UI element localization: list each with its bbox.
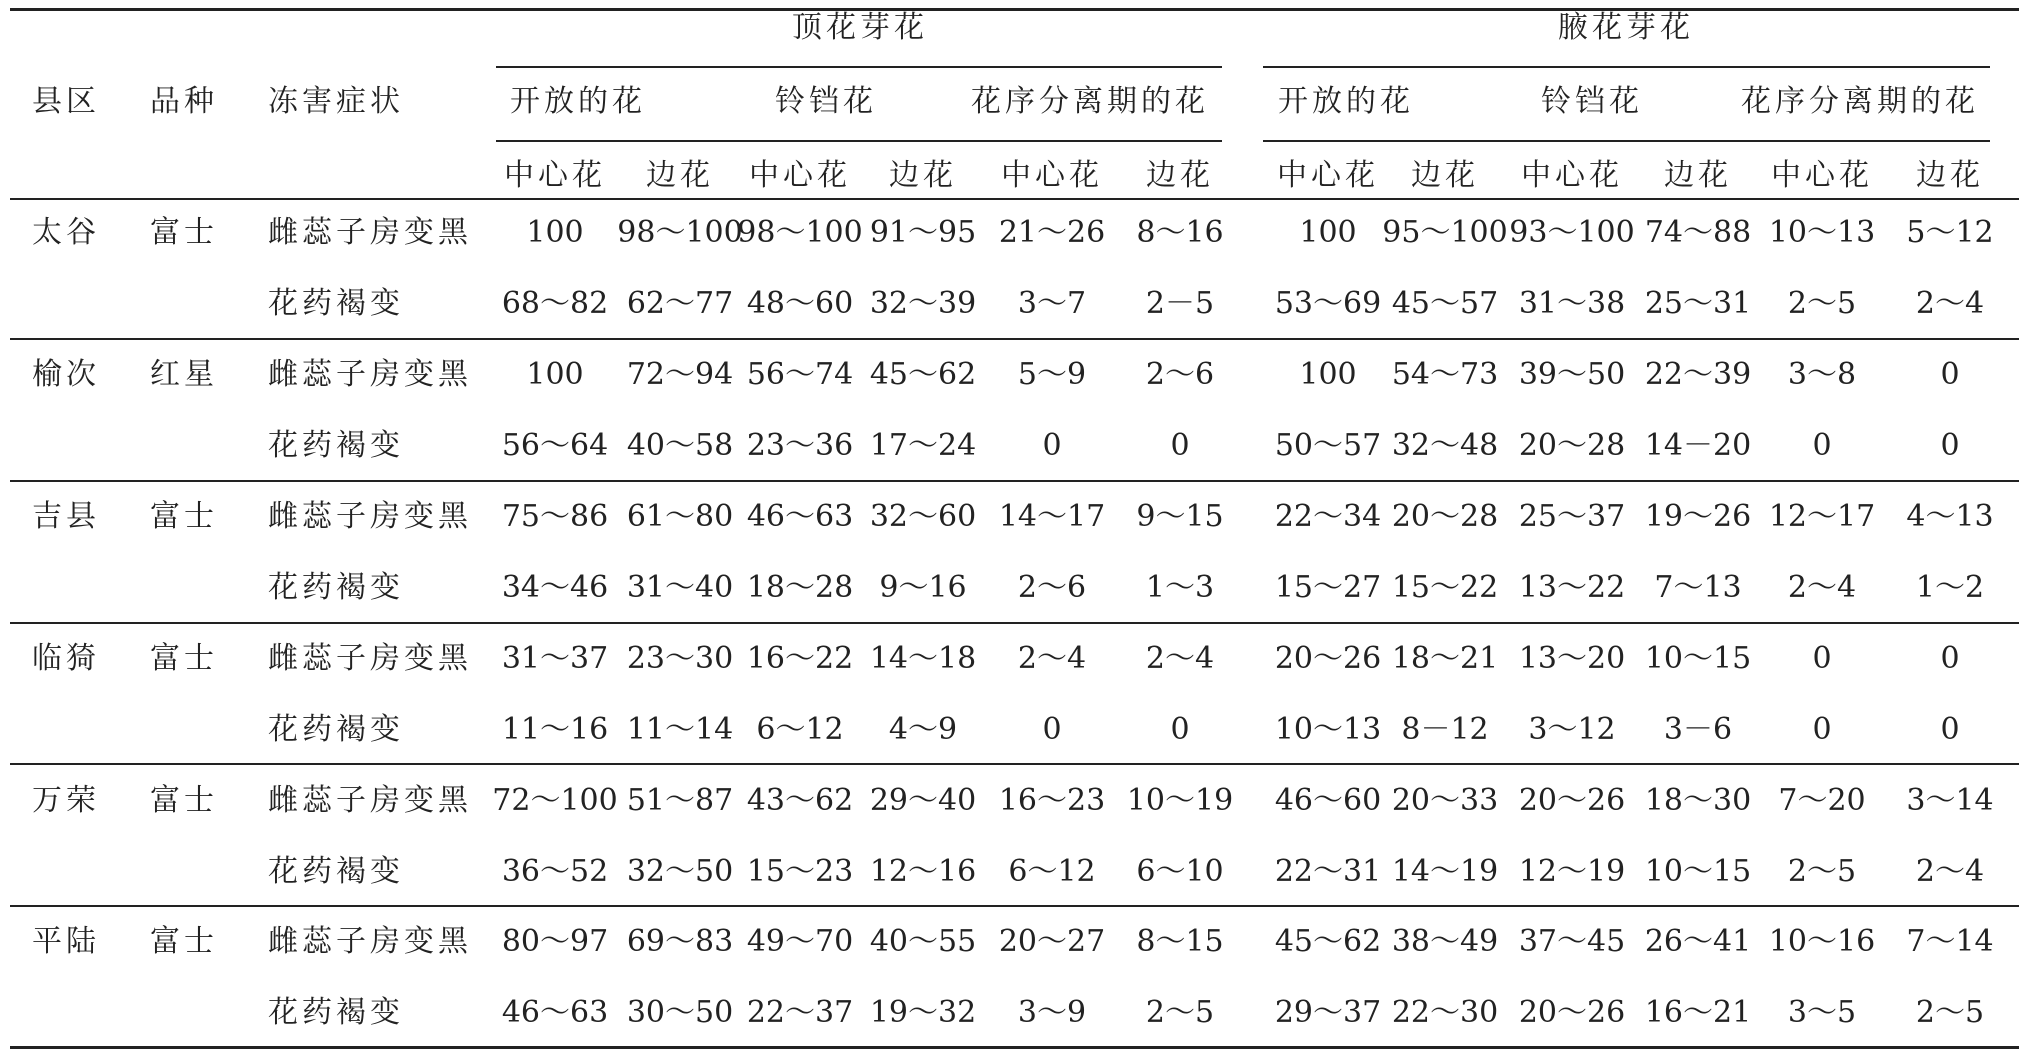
header-terminal-group: 顶花芽花 bbox=[792, 10, 928, 45]
value-cell: 56～64 bbox=[501, 428, 609, 463]
value-cell: 43～62 bbox=[746, 783, 854, 818]
value-cell: 3～14 bbox=[1906, 783, 1994, 818]
value-cell: 16～22 bbox=[746, 641, 854, 676]
value-cell: 22～34 bbox=[1274, 499, 1382, 534]
value-cell: 72～100 bbox=[492, 783, 618, 818]
value-cell: 0 bbox=[1170, 712, 1190, 747]
value-cell: 20～28 bbox=[1391, 499, 1499, 534]
value-cell: 9～16 bbox=[879, 570, 967, 605]
row-group-rule bbox=[10, 905, 2019, 907]
value-cell: 2～5 bbox=[1787, 286, 1857, 321]
value-cell: 0 bbox=[1940, 357, 1960, 392]
value-cell: 9～15 bbox=[1136, 499, 1224, 534]
value-cell: 23～36 bbox=[746, 428, 854, 463]
value-cell: 45～57 bbox=[1391, 286, 1499, 321]
value-cell: 3～8 bbox=[1787, 357, 1857, 392]
value-cell: 31～37 bbox=[501, 641, 609, 676]
value-cell: 39～50 bbox=[1518, 357, 1626, 392]
value-cell: 10～13 bbox=[1274, 712, 1382, 747]
header-sub-side: 边花 bbox=[889, 158, 957, 193]
value-cell: 20～26 bbox=[1518, 783, 1626, 818]
value-cell: 100 bbox=[526, 215, 584, 250]
header-sub-center: 中心花 bbox=[504, 158, 606, 193]
header-variety: 品种 bbox=[150, 84, 218, 119]
value-cell: 53～69 bbox=[1274, 286, 1382, 321]
value-cell: 62～77 bbox=[626, 286, 734, 321]
value-cell: 2－5 bbox=[1145, 286, 1215, 321]
header-sub-side: 边花 bbox=[646, 158, 714, 193]
value-cell: 14～18 bbox=[869, 641, 977, 676]
header-stage-bell: 铃铛花 bbox=[775, 84, 877, 119]
symptom-cell: 雌蕊子房变黑 bbox=[268, 215, 472, 250]
value-cell: 25～31 bbox=[1644, 286, 1752, 321]
value-cell: 0 bbox=[1170, 428, 1190, 463]
value-cell: 19～32 bbox=[869, 995, 977, 1030]
value-cell: 37～45 bbox=[1518, 924, 1626, 959]
axillary-group-rule bbox=[1263, 66, 1990, 68]
value-cell: 15～27 bbox=[1274, 570, 1382, 605]
value-cell: 2～4 bbox=[1915, 854, 1985, 889]
terminal-stage-rule bbox=[496, 140, 1222, 142]
value-cell: 80～97 bbox=[501, 924, 609, 959]
value-cell: 0 bbox=[1812, 641, 1832, 676]
value-cell: 6～12 bbox=[1008, 854, 1096, 889]
value-cell: 34～46 bbox=[501, 570, 609, 605]
value-cell: 20～28 bbox=[1518, 428, 1626, 463]
value-cell: 18～30 bbox=[1644, 783, 1752, 818]
value-cell: 100 bbox=[526, 357, 584, 392]
value-cell: 32～50 bbox=[626, 854, 734, 889]
value-cell: 18～28 bbox=[746, 570, 854, 605]
value-cell: 2～5 bbox=[1145, 995, 1215, 1030]
value-cell: 32～48 bbox=[1391, 428, 1499, 463]
value-cell: 22～39 bbox=[1644, 357, 1752, 392]
value-cell: 13～20 bbox=[1518, 641, 1626, 676]
value-cell: 22～37 bbox=[746, 995, 854, 1030]
value-cell: 68～82 bbox=[501, 286, 609, 321]
value-cell: 0 bbox=[1042, 428, 1062, 463]
value-cell: 69～83 bbox=[626, 924, 734, 959]
symptom-cell: 雌蕊子房变黑 bbox=[268, 357, 472, 392]
value-cell: 3～5 bbox=[1787, 995, 1857, 1030]
value-cell: 20～26 bbox=[1518, 995, 1626, 1030]
value-cell: 31～38 bbox=[1518, 286, 1626, 321]
value-cell: 46～63 bbox=[746, 499, 854, 534]
terminal-group-rule bbox=[496, 66, 1222, 68]
county-cell: 太谷 bbox=[32, 215, 100, 250]
value-cell: 10～13 bbox=[1768, 215, 1876, 250]
county-cell: 吉县 bbox=[32, 499, 100, 534]
header-sub-side: 边花 bbox=[1916, 158, 1984, 193]
value-cell: 45～62 bbox=[869, 357, 977, 392]
value-cell: 5～12 bbox=[1906, 215, 1994, 250]
symptom-cell: 花药褐变 bbox=[268, 854, 404, 889]
header-sub-side: 边花 bbox=[1146, 158, 1214, 193]
value-cell: 26～41 bbox=[1644, 924, 1752, 959]
axillary-stage-rule bbox=[1263, 140, 1990, 142]
value-cell: 4～13 bbox=[1906, 499, 1994, 534]
symptom-cell: 花药褐变 bbox=[268, 995, 404, 1030]
value-cell: 50～57 bbox=[1274, 428, 1382, 463]
header-county: 县区 bbox=[32, 84, 100, 119]
value-cell: 93～100 bbox=[1509, 215, 1635, 250]
value-cell: 2～6 bbox=[1017, 570, 1087, 605]
value-cell: 20～26 bbox=[1274, 641, 1382, 676]
value-cell: 6～10 bbox=[1136, 854, 1224, 889]
value-cell: 6～12 bbox=[756, 712, 844, 747]
value-cell: 10～16 bbox=[1768, 924, 1876, 959]
value-cell: 32～60 bbox=[869, 499, 977, 534]
row-group-rule bbox=[10, 480, 2019, 482]
value-cell: 5～9 bbox=[1017, 357, 1087, 392]
row-group-rule bbox=[10, 622, 2019, 624]
value-cell: 16～21 bbox=[1644, 995, 1752, 1030]
value-cell: 0 bbox=[1940, 641, 1960, 676]
table-top-rule bbox=[10, 8, 2019, 11]
row-group-rule bbox=[10, 763, 2019, 765]
header-sub-side: 边花 bbox=[1664, 158, 1732, 193]
value-cell: 8～16 bbox=[1136, 215, 1224, 250]
value-cell: 100 bbox=[1299, 357, 1357, 392]
value-cell: 100 bbox=[1299, 215, 1357, 250]
county-cell: 万荣 bbox=[32, 783, 100, 818]
value-cell: 20～27 bbox=[998, 924, 1106, 959]
value-cell: 16～23 bbox=[998, 783, 1106, 818]
value-cell: 72～94 bbox=[626, 357, 734, 392]
value-cell: 0 bbox=[1940, 428, 1960, 463]
value-cell: 45～62 bbox=[1274, 924, 1382, 959]
value-cell: 29～37 bbox=[1274, 995, 1382, 1030]
value-cell: 15～23 bbox=[746, 854, 854, 889]
value-cell: 2～5 bbox=[1787, 854, 1857, 889]
symptom-cell: 花药褐变 bbox=[268, 570, 404, 605]
value-cell: 13～22 bbox=[1518, 570, 1626, 605]
value-cell: 14～19 bbox=[1391, 854, 1499, 889]
value-cell: 4～9 bbox=[888, 712, 958, 747]
symptom-cell: 雌蕊子房变黑 bbox=[268, 641, 472, 676]
header-bottom-rule bbox=[10, 198, 2019, 200]
variety-cell: 富士 bbox=[150, 499, 218, 534]
value-cell: 0 bbox=[1940, 712, 1960, 747]
value-cell: 8－12 bbox=[1401, 712, 1489, 747]
value-cell: 3－6 bbox=[1663, 712, 1733, 747]
value-cell: 8～15 bbox=[1136, 924, 1224, 959]
header-stage-separation: 花序分离期的花 bbox=[971, 84, 1209, 119]
value-cell: 12～16 bbox=[869, 854, 977, 889]
value-cell: 36～52 bbox=[501, 854, 609, 889]
value-cell: 20～33 bbox=[1391, 783, 1499, 818]
symptom-cell: 花药褐变 bbox=[268, 286, 404, 321]
header-sub-center: 中心花 bbox=[749, 158, 851, 193]
value-cell: 7～20 bbox=[1778, 783, 1866, 818]
value-cell: 1～3 bbox=[1145, 570, 1215, 605]
header-stage-bell: 铃铛花 bbox=[1541, 84, 1643, 119]
county-cell: 临猗 bbox=[32, 641, 100, 676]
value-cell: 75～86 bbox=[501, 499, 609, 534]
value-cell: 2～4 bbox=[1787, 570, 1857, 605]
header-stage-open: 开放的花 bbox=[1278, 84, 1414, 119]
header-sub-center: 中心花 bbox=[1277, 158, 1379, 193]
value-cell: 23～30 bbox=[626, 641, 734, 676]
value-cell: 0 bbox=[1042, 712, 1062, 747]
value-cell: 91～95 bbox=[869, 215, 977, 250]
value-cell: 32～39 bbox=[869, 286, 977, 321]
value-cell: 11～14 bbox=[626, 712, 734, 747]
value-cell: 56～74 bbox=[746, 357, 854, 392]
county-cell: 平陆 bbox=[32, 924, 100, 959]
value-cell: 1～2 bbox=[1915, 570, 1985, 605]
value-cell: 14－20 bbox=[1644, 428, 1752, 463]
value-cell: 3～12 bbox=[1528, 712, 1616, 747]
table-bottom-rule bbox=[10, 1046, 2019, 1049]
value-cell: 98～100 bbox=[617, 215, 743, 250]
header-stage-separation: 花序分离期的花 bbox=[1741, 84, 1979, 119]
value-cell: 98～100 bbox=[737, 215, 863, 250]
symptom-cell: 花药褐变 bbox=[268, 428, 404, 463]
header-sub-center: 中心花 bbox=[1771, 158, 1873, 193]
value-cell: 29～40 bbox=[869, 783, 977, 818]
value-cell: 12～17 bbox=[1768, 499, 1876, 534]
value-cell: 25～37 bbox=[1518, 499, 1626, 534]
symptom-cell: 雌蕊子房变黑 bbox=[268, 924, 472, 959]
value-cell: 7～13 bbox=[1654, 570, 1742, 605]
value-cell: 49～70 bbox=[746, 924, 854, 959]
header-sub-center: 中心花 bbox=[1001, 158, 1103, 193]
value-cell: 95～100 bbox=[1382, 215, 1508, 250]
value-cell: 3～9 bbox=[1017, 995, 1087, 1030]
county-cell: 榆次 bbox=[32, 357, 100, 392]
value-cell: 48～60 bbox=[746, 286, 854, 321]
symptom-cell: 雌蕊子房变黑 bbox=[268, 499, 472, 534]
value-cell: 46～60 bbox=[1274, 783, 1382, 818]
variety-cell: 红星 bbox=[150, 357, 218, 392]
value-cell: 54～73 bbox=[1391, 357, 1499, 392]
value-cell: 10～15 bbox=[1644, 854, 1752, 889]
value-cell: 31～40 bbox=[626, 570, 734, 605]
row-group-rule bbox=[10, 338, 2019, 340]
value-cell: 0 bbox=[1812, 428, 1832, 463]
value-cell: 22～31 bbox=[1274, 854, 1382, 889]
value-cell: 74～88 bbox=[1644, 215, 1752, 250]
value-cell: 2～4 bbox=[1017, 641, 1087, 676]
symptom-cell: 花药褐变 bbox=[268, 712, 404, 747]
value-cell: 2～4 bbox=[1915, 286, 1985, 321]
value-cell: 46～63 bbox=[501, 995, 609, 1030]
value-cell: 38～49 bbox=[1391, 924, 1499, 959]
value-cell: 10～19 bbox=[1126, 783, 1234, 818]
value-cell: 10～15 bbox=[1644, 641, 1752, 676]
header-symptom: 冻害症状 bbox=[268, 84, 404, 119]
value-cell: 0 bbox=[1812, 712, 1832, 747]
header-stage-open: 开放的花 bbox=[510, 84, 646, 119]
value-cell: 51～87 bbox=[626, 783, 734, 818]
value-cell: 61～80 bbox=[626, 499, 734, 534]
variety-cell: 富士 bbox=[150, 215, 218, 250]
value-cell: 3～7 bbox=[1017, 286, 1087, 321]
value-cell: 19～26 bbox=[1644, 499, 1752, 534]
value-cell: 2～5 bbox=[1915, 995, 1985, 1030]
value-cell: 17～24 bbox=[869, 428, 977, 463]
value-cell: 2～4 bbox=[1145, 641, 1215, 676]
value-cell: 22～30 bbox=[1391, 995, 1499, 1030]
value-cell: 11～16 bbox=[501, 712, 609, 747]
value-cell: 7～14 bbox=[1906, 924, 1994, 959]
variety-cell: 富士 bbox=[150, 641, 218, 676]
header-sub-center: 中心花 bbox=[1521, 158, 1623, 193]
symptom-cell: 雌蕊子房变黑 bbox=[268, 783, 472, 818]
variety-cell: 富士 bbox=[150, 924, 218, 959]
value-cell: 12～19 bbox=[1518, 854, 1626, 889]
value-cell: 18～21 bbox=[1391, 641, 1499, 676]
header-axillary-group: 腋花芽花 bbox=[1558, 10, 1694, 45]
value-cell: 21～26 bbox=[998, 215, 1106, 250]
value-cell: 40～58 bbox=[626, 428, 734, 463]
value-cell: 40～55 bbox=[869, 924, 977, 959]
value-cell: 15～22 bbox=[1391, 570, 1499, 605]
value-cell: 30～50 bbox=[626, 995, 734, 1030]
variety-cell: 富士 bbox=[150, 783, 218, 818]
value-cell: 2～6 bbox=[1145, 357, 1215, 392]
header-sub-side: 边花 bbox=[1411, 158, 1479, 193]
value-cell: 14～17 bbox=[998, 499, 1106, 534]
